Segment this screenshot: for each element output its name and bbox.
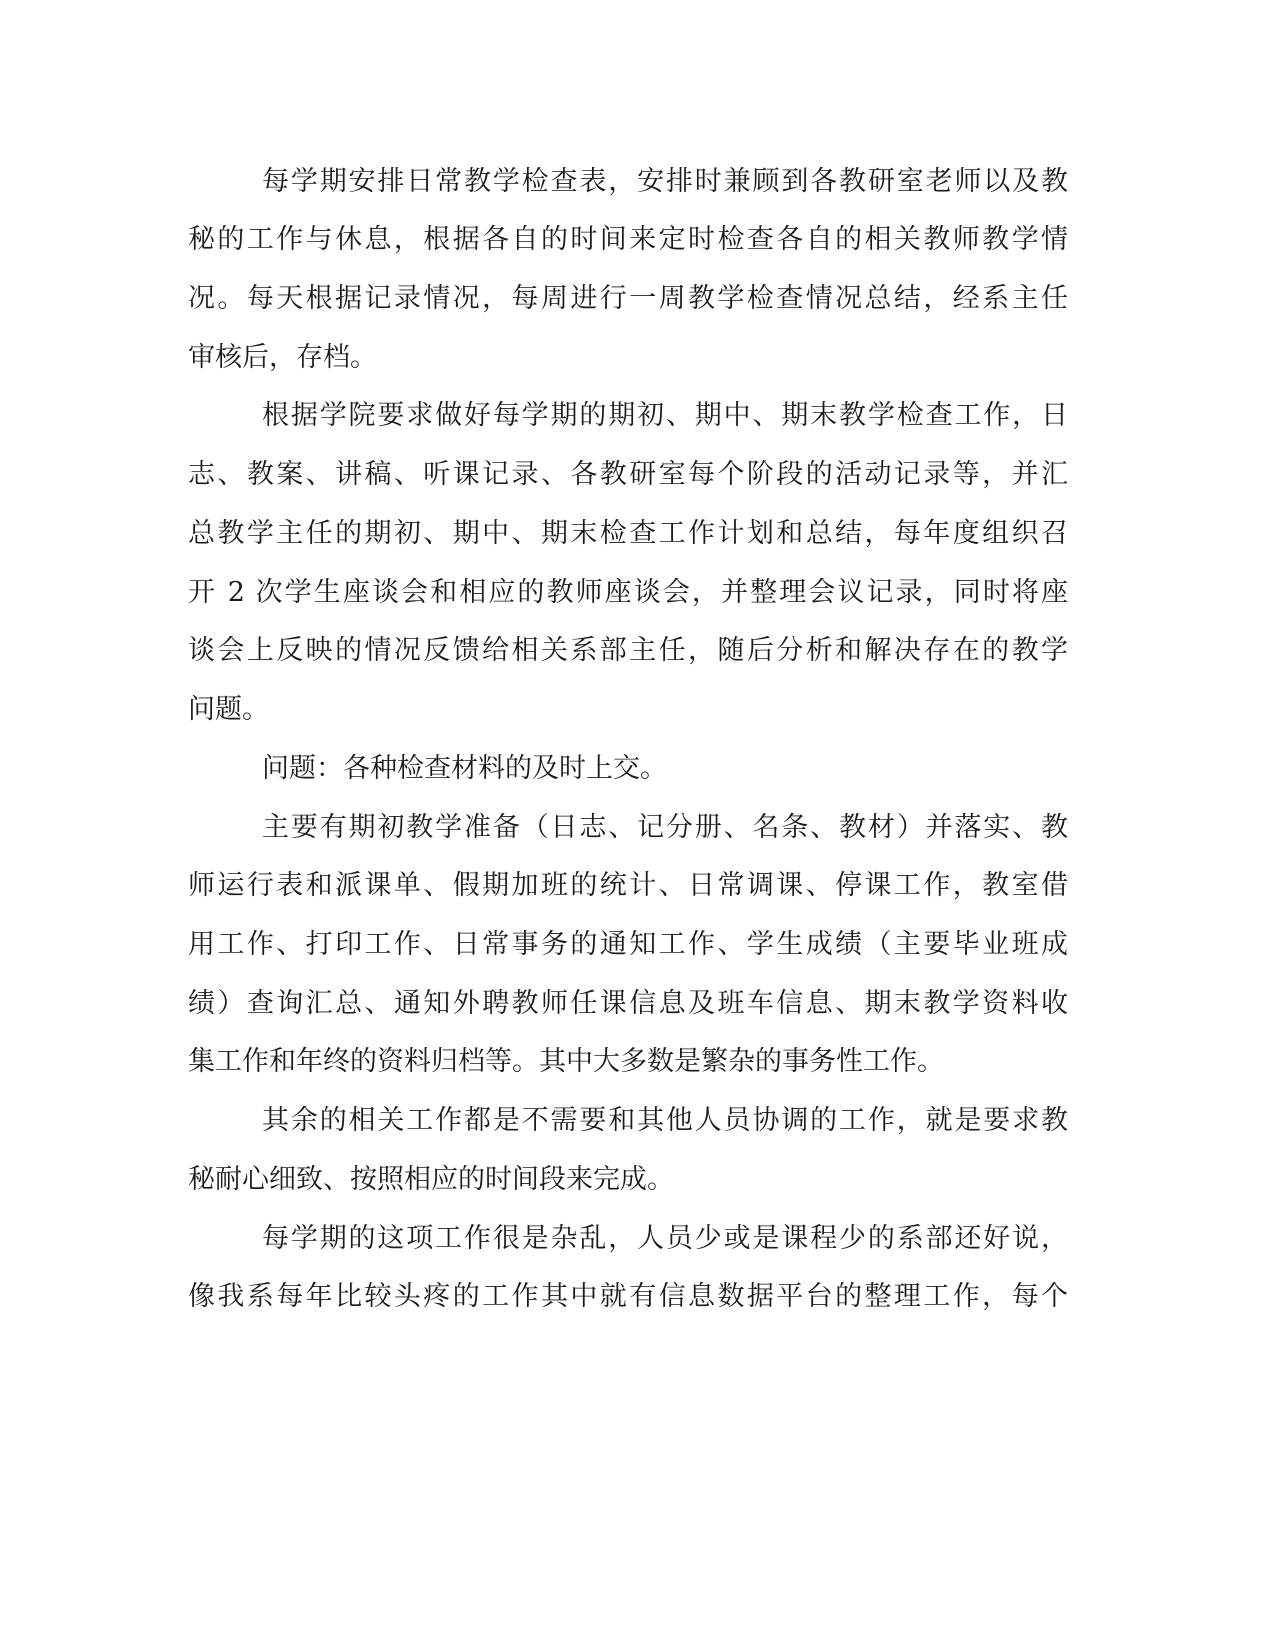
paragraph-1-line-3: 况。每天根据记录情况，每周进行一周教学检查情况总结，经系主任 bbox=[188, 283, 1068, 314]
paragraph-2-line-2: 志、教案、讲稿、听课记录、各教研室每个阶段的活动记录等，并汇 bbox=[188, 459, 1068, 490]
paragraph-5-line-1: 其余的相关工作都是不需要和其他人员协调的工作，就是要求教 bbox=[262, 1105, 1068, 1136]
paragraph-4-line-1: 主要有期初教学准备（日志、记分册、名条、教材）并落实、教 bbox=[262, 812, 1068, 843]
paragraph-4-line-3: 用工作、打印工作、日常事务的通知工作、学生成绩（主要毕业班成 bbox=[188, 929, 1068, 960]
paragraph-4-line-5: 集工作和年终的资料归档等。其中大多数是繁杂的事务性工作。 bbox=[188, 1046, 944, 1077]
paragraph-6-line-1: 每学期的这项工作很是杂乱，人员少或是课程少的系部还好说， bbox=[262, 1223, 1068, 1254]
paragraph-2-line-4: 开 2 次学生座谈会和相应的教师座谈会，并整理会议记录，同时将座 bbox=[188, 577, 1068, 608]
paragraph-2-line-5: 谈会上反映的情况反馈给相关系部主任，随后分析和解决存在的教学 bbox=[188, 635, 1068, 666]
paragraph-1-line-1: 每学期安排日常教学检查表，安排时兼顾到各教研室老师以及教 bbox=[262, 166, 1068, 197]
paragraph-6-line-2: 像我系每年比较头疼的工作其中就有信息数据平台的整理工作，每个 bbox=[188, 1281, 1068, 1312]
paragraph-4-line-4: 绩）查询汇总、通知外聘教师任课信息及班车信息、期末教学资料收 bbox=[188, 988, 1068, 1019]
paragraph-2-line-3: 总教学主任的期初、期中、期末检查工作计划和总结，每年度组织召 bbox=[188, 518, 1068, 549]
paragraph-4-line-2: 师运行表和派课单、假期加班的统计、日常调课、停课工作，教室借 bbox=[188, 870, 1068, 901]
paragraph-1-line-4: 审核后，存档。 bbox=[188, 342, 377, 373]
paragraph-2-line-1: 根据学院要求做好每学期的期初、期中、期末教学检查工作，日 bbox=[262, 400, 1068, 431]
paragraph-5-line-2: 秘耐心细致、按照相应的时间段来完成。 bbox=[188, 1164, 674, 1195]
paragraph-2-line-6: 问题。 bbox=[188, 694, 269, 725]
paragraph-1-line-2: 秘的工作与休息，根据各自的时间来定时检查各自的相关教师教学情 bbox=[188, 224, 1068, 255]
paragraph-3-line-1: 问题：各种检查材料的及时上交。 bbox=[262, 753, 667, 784]
